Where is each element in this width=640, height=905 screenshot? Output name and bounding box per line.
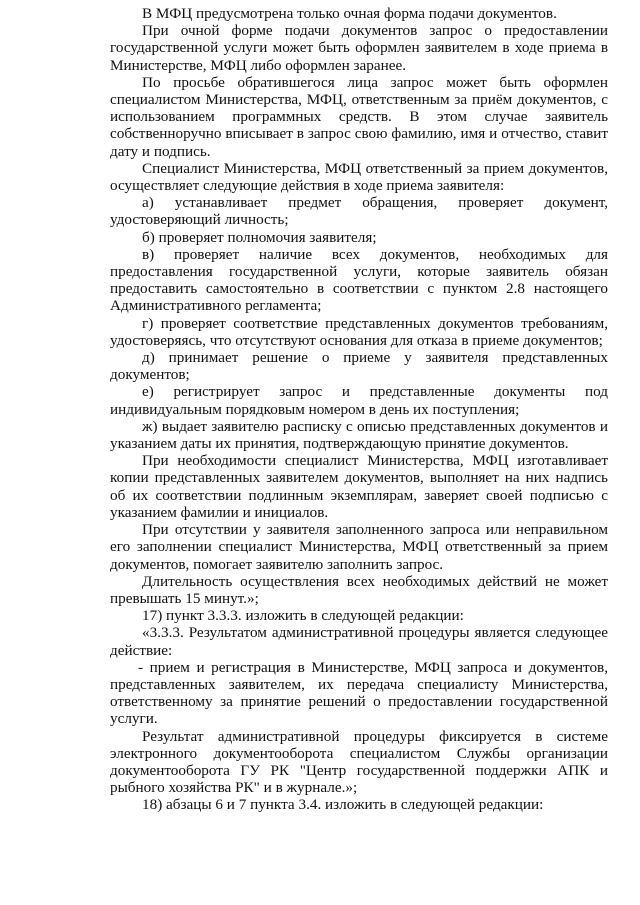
paragraph-copies: При необходимости специалист Министерства, МФЦ изготавливает копии представленных заявителем документов, выполняет на них надпись об их соответствии подлинным экземплярам, заверяет своей подписью с указанием фамилии и инициалов.	[110, 452, 608, 521]
list-item-a: а) устанавливает предмет обращения, проверяет документ, удостоверяющий личность;	[110, 194, 608, 229]
paragraph-mfc-form: В МФЦ предусмотрена только очная форма подачи документов.	[142, 5, 557, 22]
paragraph-duration: Длительность осуществления всех необходимых действий не может превышать 15 минут.»;	[110, 572, 608, 607]
paragraph-item-17: 17) пункт 3.3.3. изложить в следующей редакции:	[142, 607, 464, 625]
paragraph-item-18: 18) абзацы 6 и 7 пункта 3.4. изложить в следующей редакции:	[142, 796, 544, 814]
paragraph-specialist-actions: Специалист Министерства, МФЦ ответственный за прием документов, осуществляет следующие действия в ходе приема заявителя:	[110, 159, 608, 195]
document-page	[110, 5, 608, 814]
paragraph-3-3-3: «3.3.3. Результатом административной процедуры является следующее действие:	[110, 624, 608, 659]
paragraph-in-person-request: При очной форме подачи документов запрос о предоставлении государственной услуги может быть оформлен заявителем в ходе приема в Министерстве, МФЦ либо оформлен заранее.	[110, 22, 608, 74]
list-item-d: д) принимает решение о приеме у заявителя представленных документов;	[110, 349, 608, 384]
list-item-e: е) регистрирует запрос и представленные документы под индивидуальным порядковым номером в день их поступления;	[110, 383, 608, 418]
paragraph-result-fixation: Результат административной процедуры фиксируется в системе электронного документооборота специалистом Службы организации документооборота ГУ РК "Центр государственной поддержки АПК и рыбного хозяйства РК" и в журнале.»;	[110, 727, 608, 797]
list-item-g: г) проверяет соответствие представленных документов требованиям, удостоверяясь, что отсутствуют основания для отказа в приеме документов;	[110, 314, 608, 349]
list-item-v: в) проверяет наличие всех документов, необходимых для предоставления государственной услуги, которые заявитель обязан предоставить самостоятельно в соответствии с пунктом 2.8 настоящего Административного регламента;	[110, 245, 608, 315]
list-item-zh: ж) выдает заявителю расписку с описью представленных документов и указанием даты их принятия, подтверждающую принятие документов.	[110, 417, 608, 453]
list-item-b: б) проверяет полномочия заявителя;	[142, 228, 377, 246]
paragraph-request-by-specialist: По просьбе обратившегося лица запрос может быть оформлен специалистом Министерства, МФЦ, ответственным за приём документов, с использованием программных средств. В этом случае заявитель собственноручно вписывает в запрос свою фамилию, имя и отчество, ставит дату и подпись.	[110, 73, 608, 160]
paragraph-dash-registration: - прием и регистрация в Министерстве, МФЦ запроса и документов, представленных заявителем, их передача специалисту Министерства, ответственному за принятие решений о предоставлении государственной услуги.	[110, 658, 608, 728]
paragraph-missing-request: При отсутствии у заявителя заполненного запроса или неправильном его заполнении специалист Министерства, МФЦ ответственный за прием документов, помогает заявителю заполнить запрос.	[110, 521, 608, 573]
